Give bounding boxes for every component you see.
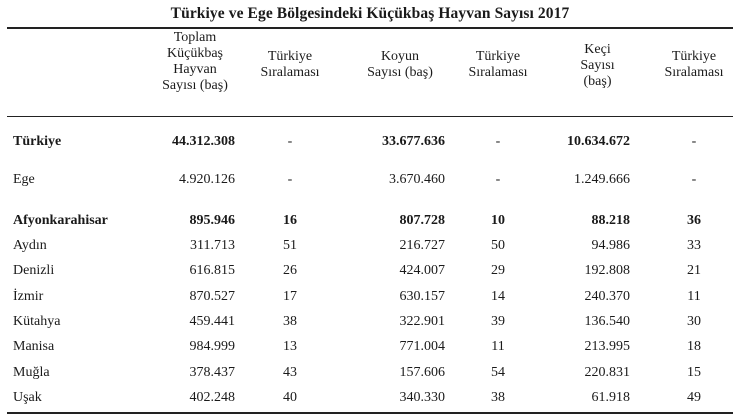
cell-sira1: 51 — [283, 238, 297, 253]
table-title: Türkiye ve Ege Bölgesindeki Küçükbaş Hayvan Sayısı 2017 — [170, 5, 570, 22]
cell-koyun: 216.727 — [399, 238, 445, 253]
cell-keci: 94.986 — [591, 238, 630, 253]
cell-sira3: 18 — [687, 339, 701, 354]
cell-sira2: 14 — [491, 289, 505, 304]
header-rule — [7, 116, 733, 117]
cell-toplam: 378.437 — [189, 365, 235, 380]
cell-name: Afyonkarahisar — [13, 213, 108, 228]
header-line: Türkiye — [267, 49, 313, 64]
cell-koyun: 3.670.460 — [389, 172, 445, 187]
header-line: Koyun — [380, 49, 420, 64]
header-line: Küçükbaş — [167, 46, 223, 61]
cell-sira2: - — [495, 172, 501, 187]
cell-keci: 61.918 — [591, 390, 630, 405]
header-sira3 — [652, 49, 736, 81]
header-line: Keçi — [584, 42, 611, 57]
cell-sira2: 39 — [491, 314, 505, 329]
cell-sira2: 50 — [491, 238, 505, 253]
header-line: Toplam — [173, 30, 217, 45]
cell-sira1: 38 — [283, 314, 297, 329]
cell-koyun: 322.901 — [399, 314, 445, 329]
cell-keci: 136.540 — [584, 314, 630, 329]
cell-toplam: 44.312.308 — [172, 134, 235, 149]
cell-koyun: 33.677.636 — [382, 134, 445, 149]
cell-toplam: 895.946 — [189, 213, 235, 228]
cell-koyun: 157.606 — [399, 365, 445, 380]
cell-sira1: 17 — [283, 289, 297, 304]
cell-toplam: 311.713 — [190, 238, 235, 253]
cell-sira3: - — [691, 172, 697, 187]
cell-toplam: 459.441 — [189, 314, 235, 329]
cell-sira3: 15 — [687, 365, 701, 380]
cell-koyun: 630.157 — [399, 289, 445, 304]
cell-sira3: 11 — [687, 289, 701, 304]
bottom-rule — [7, 412, 733, 414]
cell-sira3: 49 — [687, 390, 701, 405]
cell-koyun: 424.007 — [399, 263, 445, 278]
cell-keci: 192.808 — [584, 263, 630, 278]
header-line: Sıralaması — [260, 65, 320, 80]
cell-keci: 220.831 — [584, 365, 630, 380]
cell-sira1: - — [287, 134, 293, 149]
cell-toplam: 616.815 — [189, 263, 235, 278]
cell-toplam: 402.248 — [189, 390, 235, 405]
cell-sira3: 30 — [687, 314, 701, 329]
cell-sira2: 54 — [491, 365, 505, 380]
cell-name: Muğla — [13, 365, 50, 380]
header-line: Türkiye — [475, 49, 521, 64]
cell-keci: 88.218 — [591, 213, 630, 228]
header-line: (baş) — [583, 74, 612, 89]
cell-name: Ege — [13, 172, 35, 187]
header-line: Sayısı — [580, 58, 615, 73]
cell-sira1: - — [287, 172, 293, 187]
header-line: Sayısı (baş) — [367, 65, 433, 80]
cell-keci: 10.634.672 — [567, 134, 630, 149]
header-sira1 — [250, 49, 330, 81]
cell-sira1: 16 — [283, 213, 297, 228]
cell-toplam: 870.527 — [189, 289, 235, 304]
cell-sira1: 13 — [283, 339, 297, 354]
header-line: Sayısı (baş) — [162, 78, 228, 93]
cell-sira3: 36 — [687, 213, 701, 228]
cell-toplam: 4.920.126 — [179, 172, 235, 187]
cell-name: Kütahya — [13, 314, 61, 329]
cell-koyun: 771.004 — [399, 339, 445, 354]
cell-keci: 240.370 — [584, 289, 630, 304]
top-rule — [7, 27, 733, 29]
cell-name: Aydın — [13, 238, 47, 253]
header-line: Sıralaması — [664, 65, 724, 80]
cell-sira2: 29 — [491, 263, 505, 278]
cell-name: Uşak — [13, 390, 42, 405]
header-koyun — [345, 49, 455, 81]
header-sira2 — [458, 49, 538, 81]
cell-name: Denizli — [13, 263, 55, 278]
cell-sira3: - — [691, 134, 697, 149]
cell-koyun: 340.330 — [399, 390, 445, 405]
header-line: Sıralaması — [468, 65, 528, 80]
cell-name: Manisa — [13, 339, 55, 354]
header-keci — [560, 42, 635, 90]
cell-name: İzmir — [13, 289, 44, 304]
cell-toplam: 984.999 — [189, 339, 235, 354]
header-line: Hayvan — [173, 62, 217, 77]
cell-sira3: 33 — [687, 238, 701, 253]
header-toplam — [140, 30, 250, 94]
cell-sira2: - — [495, 134, 501, 149]
cell-sira3: 21 — [687, 263, 701, 278]
cell-sira2: 11 — [491, 339, 505, 354]
cell-sira1: 40 — [283, 390, 297, 405]
cell-sira2: 10 — [491, 213, 505, 228]
cell-sira2: 38 — [491, 390, 505, 405]
cell-sira1: 26 — [283, 263, 297, 278]
cell-sira1: 43 — [283, 365, 297, 380]
header-line: Türkiye — [671, 49, 717, 64]
cell-keci: 213.995 — [584, 339, 630, 354]
cell-koyun: 807.728 — [399, 213, 445, 228]
cell-keci: 1.249.666 — [574, 172, 630, 187]
cell-name: Türkiye — [13, 134, 62, 149]
